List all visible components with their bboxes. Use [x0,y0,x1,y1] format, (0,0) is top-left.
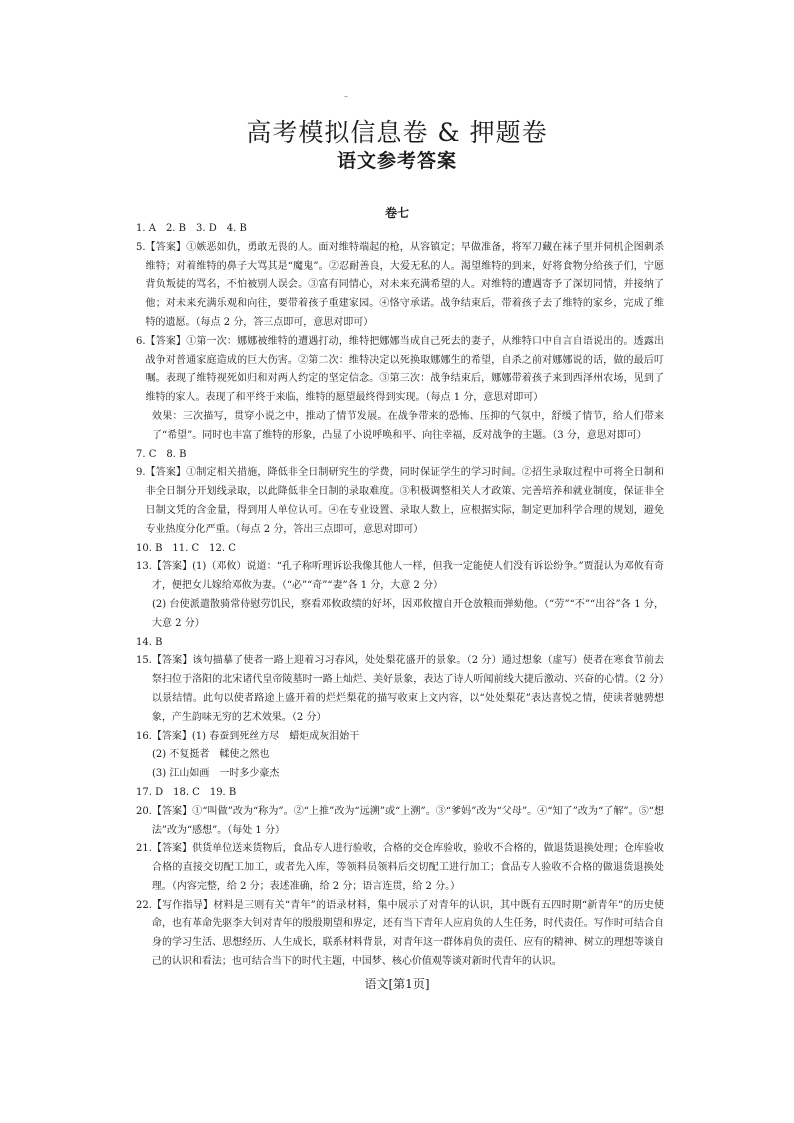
answer-text: 【答案】①第一次：娜娜被维特的遭遇打动，维特把娜娜当成自己死去的妻子，从维特口中自言自语说出的。透露出战争对普通家庭造成的巨大伤害。②第二次：维特决定以死换取娜娜生的希望，自杀之前对娜娜说的话，做的最后叮嘱。表现了维特视死如归和对两人约定的坚定信念。③第三次：战争结束后，娜娜带着孩子来到西泽州农场，见到了维特的家人。表现了和平终于来临，维特的愿望最终得到实现。（每点 1 分，意思对即可） [145,335,664,404]
answer-q20 [136,803,664,841]
answer-q16-part2: (2) 不复挺者 輮使之然也 [152,749,270,761]
answer-text: 【答案】(1) 春蚕到死丝方尽 蜡炬成灰泪始干 [151,730,360,742]
answer-q6 [136,333,664,408]
answer-q13-part2: (2) 台使派遣散骑常侍慰劳饥民，察看邓攸政绩的好坏，因邓攸擅自开仓放粮而弹劾他。（“劳”“不”“出谷”各 1 分，大意 2 分） [152,598,664,629]
section-heading: 卷七 [384,206,409,220]
answer-q22 [136,897,664,972]
answer-q17-19: 17. D 18. C 19. B [136,786,237,798]
answer-q7-8: 7. C 8. B [136,448,187,460]
answer-q1-4: 1. A 2. B 3. D 4. B [136,223,247,234]
answer-q16-part3: (3) 江山如画 一时多少豪杰 [152,768,280,780]
question-number: 5. [136,241,146,253]
answer-text: 【写作指导】材料是三则有关“青年”的语录材料，集中展示了对青年的认识，其中既有五四时期“新青年”的历史使命，也有革命先驱李大钊对青年的殷殷期望和界定，还有当下青年人应肩负的人生任务，时代责任。写作时可结合自身的学习生活、思想经历、人生成长，联系材料背景，对青年这一群体肩负的责任、应有的精神、树立的理想等谈自己的认识和看法；也可结合当下的时代主题，中国梦、核心价值观等谈对新时代青年的认识。 [151,899,664,968]
answer-text: 【答案】①制定相关措施，降低非全日制研究生的学费，同时保证学生的学习时间。②招生录取过程中可将全日制和非全日制分开划线录取，以此降低非全日制的录取难度。③积极调整相关人才政策、完善培养和就业制度，保证非全日制文凭的含金量，得到用人单位认可。④在专业设置、录取人数上，应根据实际，制定更加科学合理的规划，避免专业热度分化严重。（每点 2 分，答出三点即可，意思对即可） [145,467,664,535]
answer-q9 [136,464,664,539]
page-title: 高考模拟信息卷 & 押题卷 [246,118,548,147]
answer-text: 【答案】供货单位送来货物后，食品专人进行验收，合格的交仓库验收，验收不合格的，做退货退换处理；仓库验收合格的直接交切配工加工，或者先入库，等领料员领料后交切配工进行加工；食品专人验收不合格的做退货退换处理。（内容完整，给 2 分；表述准确，给 2 分；语言连贯，给 2 分。） [151,843,664,892]
question-number: 21. [136,843,152,855]
answer-q13 [136,558,664,596]
answer-text: 【答案】该句描摹了使者一路上迎着习习春风，处处梨花盛开的景象。（2 分）通过想象（虚写）使者在寒食节前去祭扫位于洛阳的北宋诸代皇帝陵墓时一路上灿烂、美好景象，表达了诗人听闻前线大捷后激动、兴奋的心情。（2 分）以景结情。此句以使者路途上盛开着的烂烂梨花的描写收束上文内容，以“处处梨花”表达喜悦之情，使读者驰骋想象，产生韵味无穷的艺术效果。（2 分） [151,655,664,723]
answer-q14: 14. B [136,636,163,648]
answer-q6-effect: 效果：三次描写，贯穿小说之中，推动了情节发展。在战争带来的恐怖、压抑的气氛中，舒缓了情节，给人们带来了“希望”。同时也丰富了维特的形象，凸显了小说呼唤和平、向往幸福，反对战争的主题。（3 分，意思对即可） [152,410,664,441]
question-number: 15. [136,655,152,667]
question-number: 22. [136,899,152,911]
top-mark: – [344,92,348,101]
page-footer: 语文[第1页] [364,977,430,991]
question-number: 6. [136,335,146,347]
answer-list [136,220,664,972]
answer-text: 【答案】(1)（邓攸）说道：“孔子称听理诉讼我像其他人一样，但我一定能使人们没有诉讼纷争。”贾混认为邓攸有奇才，便把女儿嫁给邓攸为妻。（“必”“奇”“妻”各 1 分，大意 2 分） [151,561,664,592]
question-number: 16. [136,730,152,742]
answer-q15 [136,652,664,727]
question-number: 9. [136,467,146,479]
answer-q21 [136,840,664,896]
question-number: 13. [136,561,152,573]
answer-q10-12: 10. B 11. C 12. C [136,542,236,554]
answer-text: 【答案】①“叫做”改为“称为”。②“上推”改为“远溯”或“上溯”。③“爹妈”改为“父母”。④“知了”改为“了解”。⑤“想法”改为“感想”。（每处 1 分） [151,805,664,836]
page-subtitle: 语文参考答案 [336,150,457,172]
answer-text: 【答案】①嫉恶如仇，勇敢无畏的人。面对维特端起的枪，从容镇定；早做准备，将军刀藏在袜子里并伺机企图刺杀维特；对着维特的鼻子大骂其是“魔鬼”。②忍耐善良，大爱无私的人。渴望维特的到来，好将食物分给孩子们，宁愿背负叛徒的骂名，不怕被别人误会。③富有同情心，对未来充满希望的人。对维特的遭遇寄予了深切同情，并接纳了他；对未来充满乐观和向往，要带着孩子重建家园。④恪守承诺。战争结束后，带着孩子去了维特的家乡，完成了维特的遗愿。（每点 2 分，答三点即可，意思对即可） [145,241,664,328]
answer-q16 [136,728,664,747]
question-number: 20. [136,805,152,817]
answer-q5 [136,239,664,333]
